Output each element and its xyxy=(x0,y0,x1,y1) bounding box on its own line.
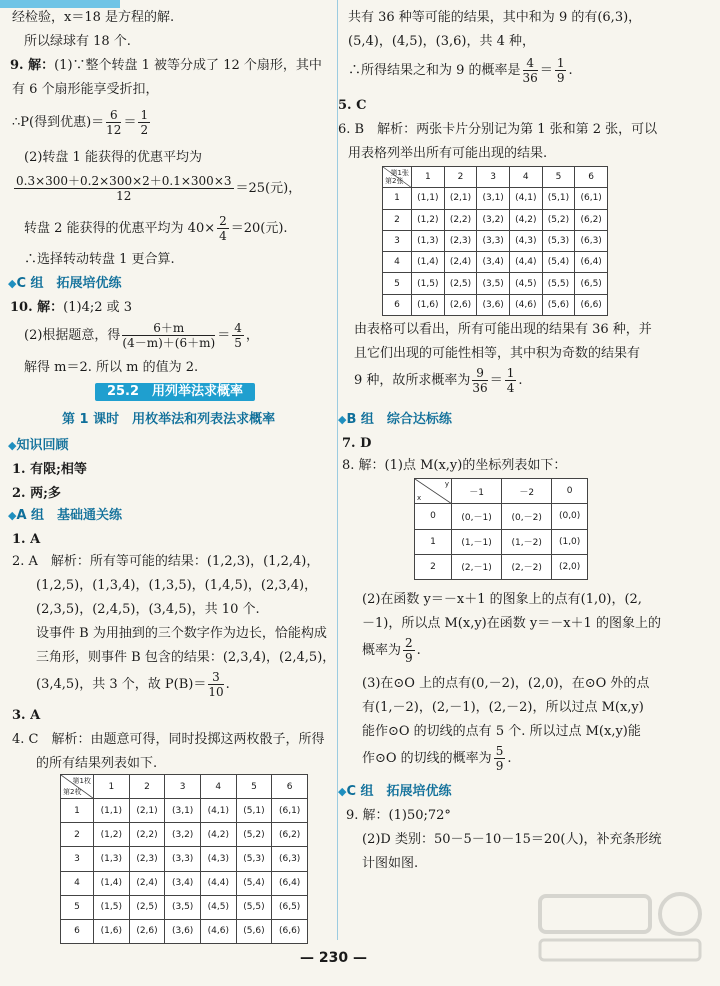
column-header: 4 xyxy=(509,167,542,188)
table-cell: (2,3) xyxy=(129,847,165,871)
table-cell: (4,3) xyxy=(509,230,542,251)
text: ＝ xyxy=(217,328,231,343)
table-cell: (1,1) xyxy=(412,188,445,209)
table-row xyxy=(383,188,608,209)
table-cell: (5,4) xyxy=(236,871,272,895)
table-cell: (6,6) xyxy=(575,294,608,315)
table-row xyxy=(415,529,588,554)
table-cell: (0,0) xyxy=(552,504,588,529)
section-c xyxy=(8,274,122,294)
text-line: 1. A xyxy=(12,532,41,547)
table-cell: (5,4) xyxy=(542,252,575,273)
row-header: 6 xyxy=(383,294,412,315)
fraction xyxy=(403,636,415,665)
column-header: 2 xyxy=(129,775,165,799)
denominator: 12 xyxy=(106,123,122,137)
denominator: 10 xyxy=(208,685,224,699)
column-header: 5 xyxy=(542,167,575,188)
denominator: 4 xyxy=(506,381,515,395)
table-cell: (3,4) xyxy=(165,871,201,895)
table-cell: (1,2) xyxy=(94,823,130,847)
table-row xyxy=(61,895,308,919)
table-header-row xyxy=(383,167,608,188)
numerator: 1 xyxy=(556,56,565,70)
diamond-icon: ◆ xyxy=(8,509,17,522)
table-cell: (3,1) xyxy=(477,188,510,209)
card-table xyxy=(382,166,608,316)
text-line: (3)在⊙O 上的点有(0,－2)，(2,0)，在⊙O 外的点 xyxy=(362,676,650,691)
table-cell: (2,1) xyxy=(444,188,477,209)
table-cell: (5,1) xyxy=(542,188,575,209)
section-title: B 组 综合达标练 xyxy=(346,412,452,427)
text: ∴所得结果之和为 9 的概率是 xyxy=(348,63,521,78)
row-header: 1 xyxy=(415,529,452,554)
text: ＝ xyxy=(123,115,137,130)
text-line: 能作⊙O 的切线的点有 5 个. 所以过点 M(x,y)能 xyxy=(362,724,641,739)
column-header: 2 xyxy=(444,167,477,188)
text-line: 2. 两;多 xyxy=(12,486,61,501)
text: 作⊙O 的切线的概率为 xyxy=(362,751,492,766)
text-line: 有 6 个扇形能享受折扣， xyxy=(12,82,159,97)
table-cell: (6,1) xyxy=(575,188,608,209)
header-band xyxy=(0,0,120,8)
fraction xyxy=(505,366,517,395)
table-cell: (2,－1) xyxy=(452,554,502,579)
table-cell: (5,5) xyxy=(542,273,575,294)
text: ＝25(元)， xyxy=(235,181,302,196)
denominator: 36 xyxy=(472,381,488,395)
table-cell: (4,2) xyxy=(200,823,236,847)
column-header: －1 xyxy=(452,479,502,504)
numerator: 4 xyxy=(523,56,538,71)
fraction xyxy=(106,108,121,137)
text-line: 且它们出现的可能性相等，其中积为奇数的结果有 xyxy=(354,346,641,361)
text-line: 的所有结果列表如下. xyxy=(36,756,158,771)
table-cell: (6,2) xyxy=(272,823,308,847)
numerator: 6 xyxy=(106,108,121,123)
table-row xyxy=(383,252,608,273)
row-header: 1 xyxy=(61,799,94,823)
numerator: 1 xyxy=(140,108,149,122)
table-cell: (6,3) xyxy=(575,230,608,251)
row-header: 6 xyxy=(61,919,94,943)
fraction xyxy=(232,321,244,350)
section-banner: 25.2 用列举法求概率 xyxy=(95,383,255,401)
text-line: 9. 解：(1)50;72° xyxy=(346,808,451,823)
text-line: (2)D 类别：50－5－10－15＝20(人)，补充条形统 xyxy=(362,832,662,847)
text-line: (1,2,5)，(1,3,4)，(1,3,5)，(1,4,5)，(2,3,4)， xyxy=(36,578,318,593)
table-cell: (4,1) xyxy=(200,799,236,823)
table-cell: (3,4) xyxy=(477,252,510,273)
diamond-icon: ◆ xyxy=(338,413,347,426)
table-cell: (2,1) xyxy=(129,799,165,823)
text: ∴P(得到优惠)＝ xyxy=(12,115,105,130)
table-cell: (2,－2) xyxy=(502,554,552,579)
row-header: 3 xyxy=(383,230,412,251)
table-row xyxy=(383,209,608,230)
table-row xyxy=(61,871,308,895)
dice-table xyxy=(60,774,308,944)
table-cell: (3,3) xyxy=(165,847,201,871)
table-cell: (6,5) xyxy=(575,273,608,294)
diamond-icon: ◆ xyxy=(8,277,17,290)
table-cell: (6,4) xyxy=(575,252,608,273)
numerator: 1 xyxy=(506,366,515,380)
table-cell: (6,2) xyxy=(575,209,608,230)
table-row xyxy=(383,230,608,251)
text-line: 由表格可以看出，所有可能出现的结果有 36 种，并 xyxy=(354,322,652,337)
text-line: 3. A xyxy=(12,708,41,723)
table-cell: (5,2) xyxy=(236,823,272,847)
text-line: 1. 有限;相等 xyxy=(12,462,87,477)
text: . xyxy=(416,643,421,658)
text-line: 解得 m＝2. 所以 m 的值为 2. xyxy=(24,360,199,375)
text-line: 8. 解：(1)点 M(x,y)的坐标列表如下： xyxy=(342,458,567,473)
text: (3,4,5)，共 3 个，故 P(B)＝ xyxy=(36,677,207,692)
table-cell: (4,6) xyxy=(200,919,236,943)
text: ， xyxy=(245,328,259,343)
row-header: 5 xyxy=(61,895,94,919)
corner-top-label: y xyxy=(444,480,449,488)
table-cell: (2,4) xyxy=(444,252,477,273)
xy-table xyxy=(414,478,588,580)
section-title: 知识回顾 xyxy=(16,438,69,453)
table-corner-cell xyxy=(415,479,452,504)
table-cell: (1,2) xyxy=(412,209,445,230)
fraction xyxy=(217,214,229,243)
table-cell: (5,2) xyxy=(542,209,575,230)
table-cell: (4,4) xyxy=(200,871,236,895)
table-header-row xyxy=(415,479,588,504)
text-line: 用表格列举出所有可能出现的结果. xyxy=(348,146,548,161)
text-line: 计图如图. xyxy=(362,856,419,871)
table-row xyxy=(61,799,308,823)
row-header: 0 xyxy=(415,504,452,529)
table-cell: (1,－1) xyxy=(452,529,502,554)
section-title: C 组 拓展培优练 xyxy=(16,276,122,291)
table-corner-cell xyxy=(61,775,94,799)
corner-bottom-label: 第2张 xyxy=(385,177,404,186)
column-header: 1 xyxy=(412,167,445,188)
table-cell: (3,5) xyxy=(477,273,510,294)
text-line: 有(1,－2)，(2,－1)，(2,－2)，所以过点 M(x,y) xyxy=(362,700,644,715)
table-cell: (0,－2) xyxy=(502,504,552,529)
a2-prob-line xyxy=(36,668,230,702)
table-cell: (1,1) xyxy=(94,799,130,823)
table-row xyxy=(415,554,588,579)
r-prob-line xyxy=(348,54,573,88)
table-cell: (5,5) xyxy=(236,895,272,919)
text: 概率为 xyxy=(362,643,402,658)
table-cell: (5,3) xyxy=(542,230,575,251)
table-cell: (4,3) xyxy=(200,847,236,871)
q10-line1 xyxy=(10,298,132,318)
table-cell: (1,4) xyxy=(94,871,130,895)
table-cell: (1,－2) xyxy=(502,529,552,554)
diamond-icon: ◆ xyxy=(338,785,347,798)
table-cell: (6,1) xyxy=(272,799,308,823)
text-line: －1)，所以点 M(x,y)在函数 y＝－x＋1 的图象上的 xyxy=(362,616,661,631)
column-header: 3 xyxy=(165,775,201,799)
table-row xyxy=(61,919,308,943)
corner-bottom-label: 第2枚 xyxy=(63,788,82,797)
text-line: 所以绿球有 18 个. xyxy=(24,34,131,49)
table-cell: (3,1) xyxy=(165,799,201,823)
column-header: －2 xyxy=(502,479,552,504)
denominator: 12 xyxy=(116,189,132,203)
column-header: 0 xyxy=(552,479,588,504)
table-cell: (5,6) xyxy=(236,919,272,943)
table-cell: (5,1) xyxy=(236,799,272,823)
lesson-subtitle: 第 1 课时 用枚举法和列表法求概率 xyxy=(62,412,276,427)
table-cell: (1,5) xyxy=(94,895,130,919)
table-cell: (1,5) xyxy=(412,273,445,294)
q6-prob-line xyxy=(354,364,522,398)
table-cell: (2,3) xyxy=(444,230,477,251)
table-cell: (1,6) xyxy=(412,294,445,315)
row-header: 4 xyxy=(61,871,94,895)
text-line: 4. C 解析：由题意可得，同时投掷这两枚骰子，所得 xyxy=(12,732,325,747)
text-line: (5,4)，(4,5)，(3,6)，共 4 种， xyxy=(348,34,535,49)
table-cell: (0,－1) xyxy=(452,504,502,529)
table-cell: (3,6) xyxy=(165,919,201,943)
numerator: 5 xyxy=(495,744,504,758)
table-cell: (2,4) xyxy=(129,871,165,895)
numerator: 0.3×300＋0.2×300×2＋0.1×300×3 xyxy=(16,174,232,188)
text-line: ∴选择转动转盘 1 更合算. xyxy=(24,252,175,267)
row-header: 2 xyxy=(61,823,94,847)
fraction xyxy=(555,56,567,85)
row-header: 4 xyxy=(383,252,412,273)
text-line: 6. B 解析：两张卡片分别记为第 1 张和第 2 张，可以 xyxy=(338,122,658,137)
q8-prob-line xyxy=(362,634,421,668)
q9-avg-line xyxy=(12,172,301,206)
row-header: 5 xyxy=(383,273,412,294)
table-cell: (2,0) xyxy=(552,554,588,579)
text: ＝ xyxy=(489,373,503,388)
section-a xyxy=(8,506,122,526)
column-header: 1 xyxy=(94,775,130,799)
table-row xyxy=(61,823,308,847)
corner-top-label: 第1枚 xyxy=(72,777,91,785)
page-number-value: 230 xyxy=(318,950,349,966)
text: 转盘 2 能获得的优惠平均为 40× xyxy=(24,221,216,236)
table-cell: (2,6) xyxy=(444,294,477,315)
table-cell: (1,3) xyxy=(412,230,445,251)
q10-text: (1)4;2 或 3 xyxy=(63,300,133,315)
text-line: 7. D xyxy=(342,436,372,451)
numerator: 2 xyxy=(405,636,413,650)
table-row xyxy=(383,273,608,294)
text: . xyxy=(518,373,523,388)
table-cell: (3,2) xyxy=(165,823,201,847)
table-cell: (2,2) xyxy=(129,823,165,847)
text-line: (2)转盘 1 能获得的优惠平均为 xyxy=(24,150,202,165)
diamond-icon: ◆ xyxy=(8,439,17,452)
section-c2 xyxy=(338,782,452,802)
text-line: 设事件 B 为用抽到的三个数字作为边长，恰能构成 xyxy=(36,626,327,641)
text-line: (2,3,5)，(2,4,5)，(3,4,5)，共 10 个. xyxy=(36,602,260,617)
denominator: 36 xyxy=(522,71,538,85)
table-header-row xyxy=(61,775,308,799)
text-line: 5. C xyxy=(338,98,367,113)
numerator: 9 xyxy=(472,366,487,381)
table-corner-cell xyxy=(383,167,412,188)
q10-eq-line xyxy=(24,318,259,354)
text: . xyxy=(225,677,230,692)
numerator: 2 xyxy=(219,214,227,228)
text-line: 共有 36 种等可能的结果，其中和为 9 的有(6,3)， xyxy=(348,10,642,25)
text: . xyxy=(507,751,512,766)
table-cell: (3,2) xyxy=(477,209,510,230)
table-cell: (1,0) xyxy=(552,529,588,554)
fraction xyxy=(14,174,234,203)
table-cell: (2,6) xyxy=(129,919,165,943)
section-knowledge xyxy=(8,436,68,456)
page-number: — 230 — xyxy=(300,950,367,966)
row-header: 3 xyxy=(61,847,94,871)
section-b xyxy=(338,410,452,430)
table-cell: (2,5) xyxy=(444,273,477,294)
denominator: 9 xyxy=(495,759,504,773)
fraction xyxy=(494,744,506,773)
denominator: 5 xyxy=(234,336,242,350)
table-cell: (4,1) xyxy=(509,188,542,209)
denominator: 2 xyxy=(140,123,149,137)
table-row xyxy=(415,504,588,529)
watermark-logo xyxy=(530,886,710,966)
corner-top-label: 第1张 xyxy=(390,169,409,177)
table-cell: (3,6) xyxy=(477,294,510,315)
text: ＝20(元). xyxy=(230,221,288,236)
denominator: 9 xyxy=(405,651,413,665)
column-header: 4 xyxy=(200,775,236,799)
table-cell: (1,6) xyxy=(94,919,130,943)
column-header: 5 xyxy=(236,775,272,799)
denominator: 4 xyxy=(219,229,227,243)
text: . xyxy=(568,63,573,78)
text: 9 种，故所求概率为 xyxy=(354,373,471,388)
fraction xyxy=(122,321,215,350)
text: (2)根据题意，得 xyxy=(24,328,121,343)
column-header: 3 xyxy=(477,167,510,188)
text-line: 三角形，则事件 B 包含的结果：(2,3,4)，(2,4,5)， xyxy=(36,650,336,665)
column-header: 6 xyxy=(272,775,308,799)
table-cell: (1,3) xyxy=(94,847,130,871)
table-cell: (3,3) xyxy=(477,230,510,251)
q8-tangent-line xyxy=(362,742,511,776)
section-title: C 组 拓展培优练 xyxy=(346,784,452,799)
q9-text: (1)∵整个转盘 1 被等分成了 12 个扇形，其中 xyxy=(54,58,322,73)
table-cell: (6,6) xyxy=(272,919,308,943)
section-title: A 组 基础通关练 xyxy=(16,508,123,523)
row-header: 2 xyxy=(383,209,412,230)
fraction xyxy=(472,366,487,395)
fraction xyxy=(208,670,223,699)
text-line: 经检验，x＝18 是方程的解. xyxy=(12,10,175,25)
q9-label: 9. 解： xyxy=(10,58,55,73)
fraction xyxy=(138,108,150,137)
numerator: 4 xyxy=(234,321,242,335)
table-cell: (2,2) xyxy=(444,209,477,230)
q9-disc2-line xyxy=(24,212,288,246)
table-cell: (2,5) xyxy=(129,895,165,919)
q9-line1 xyxy=(10,56,322,76)
text-line: 2. A 解析：所有等可能的结果：(1,2,3)，(1,2,4)， xyxy=(12,554,320,569)
text-line: (2)在函数 y＝－x＋1 的图象上的点有(1,0)，(2, xyxy=(362,592,642,607)
table-cell: (4,2) xyxy=(509,209,542,230)
q10-label: 10. 解： xyxy=(10,300,64,315)
table-cell: (3,5) xyxy=(165,895,201,919)
text: ＝ xyxy=(539,63,553,78)
table-cell: (4,5) xyxy=(200,895,236,919)
table-cell: (5,6) xyxy=(542,294,575,315)
table-row xyxy=(383,294,608,315)
table-cell: (1,4) xyxy=(412,252,445,273)
row-header: 1 xyxy=(383,188,412,209)
row-header: 2 xyxy=(415,554,452,579)
corner-bottom-label: x xyxy=(417,494,422,503)
numerator: 3 xyxy=(208,670,223,685)
denominator: 9 xyxy=(556,71,565,85)
table-cell: (4,5) xyxy=(509,273,542,294)
table-cell: (6,5) xyxy=(272,895,308,919)
numerator: 6＋m xyxy=(122,321,215,336)
table-cell: (6,3) xyxy=(272,847,308,871)
table-cell: (6,4) xyxy=(272,871,308,895)
fraction xyxy=(523,56,538,85)
q9-prob-line xyxy=(12,106,152,140)
table-cell: (5,3) xyxy=(236,847,272,871)
table-cell: (4,6) xyxy=(509,294,542,315)
column-header: 6 xyxy=(575,167,608,188)
table-row xyxy=(61,847,308,871)
table-cell: (4,4) xyxy=(509,252,542,273)
denominator: (4－m)＋(6＋m) xyxy=(122,336,216,350)
